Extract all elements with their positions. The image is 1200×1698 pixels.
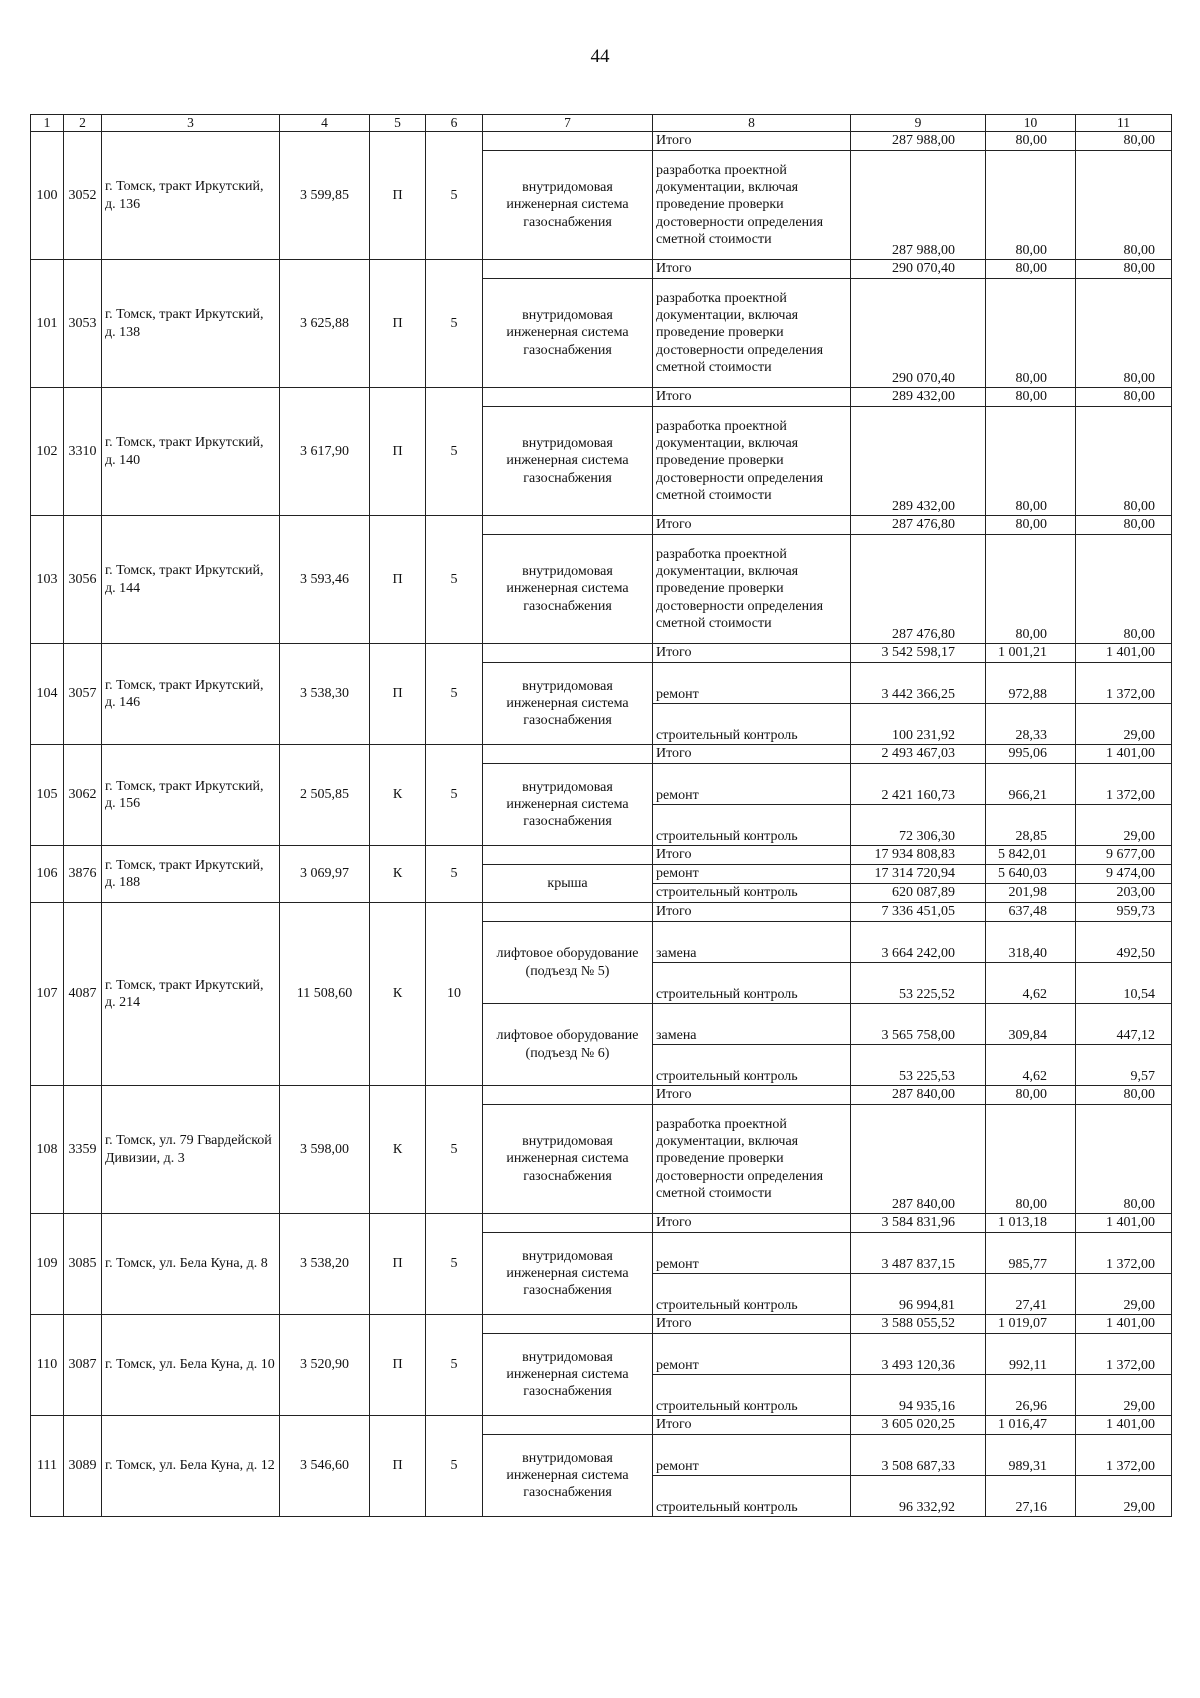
cost-per-sqm: 5 640,03 <box>986 865 1076 884</box>
row-number: 109 <box>31 1214 64 1315</box>
house-address: г. Томск, тракт Иркутский, д. 156 <box>102 745 280 846</box>
empty-system-cell <box>483 745 653 764</box>
house-code: 3062 <box>64 745 102 846</box>
row-number: 105 <box>31 745 64 846</box>
cost-limit-per-sqm: 80,00 <box>1076 1086 1172 1105</box>
empty-system-cell <box>483 1416 653 1435</box>
wall-type: П <box>370 132 426 260</box>
work-type: строительный контроль <box>653 1476 851 1517</box>
work-type: ремонт <box>653 865 851 884</box>
work-type: ремонт <box>653 764 851 805</box>
empty-system-cell <box>483 903 653 922</box>
house-area: 3 520,90 <box>280 1315 370 1416</box>
empty-system-cell <box>483 1214 653 1233</box>
cost-limit-per-sqm: 29,00 <box>1076 805 1172 846</box>
cost-per-sqm: 80,00 <box>986 260 1076 279</box>
house-total-row <box>31 1416 1172 1435</box>
row-number: 103 <box>31 516 64 644</box>
repair-system: крыша <box>483 865 653 903</box>
total-label: Итого <box>653 388 851 407</box>
cost-total: 96 332,92 <box>851 1476 986 1517</box>
house-address: г. Томск, ул. Бела Куна, д. 12 <box>102 1416 280 1517</box>
floors-count: 5 <box>426 260 483 388</box>
cost-total: 17 934 808,83 <box>851 846 986 865</box>
repair-system: внутридомовая инженерная система газоснабжения <box>483 535 653 644</box>
cost-total: 287 988,00 <box>851 151 986 260</box>
work-type: разработка проектной документации, включая проведение проверки достоверности определения сметной стоимости <box>653 535 851 644</box>
cost-limit-per-sqm: 1 372,00 <box>1076 764 1172 805</box>
wall-type: П <box>370 1416 426 1517</box>
work-type: строительный контроль <box>653 1274 851 1315</box>
cost-limit-per-sqm: 447,12 <box>1076 1004 1172 1045</box>
cost-total: 3 487 837,15 <box>851 1233 986 1274</box>
floors-count: 5 <box>426 388 483 516</box>
floors-count: 5 <box>426 1315 483 1416</box>
floors-count: 5 <box>426 1086 483 1214</box>
house-total-row <box>31 644 1172 663</box>
cost-limit-per-sqm: 1 372,00 <box>1076 1334 1172 1375</box>
lift-equipment-system: лифтовое оборудование (подъезд № 5) <box>483 922 653 1004</box>
cost-per-sqm: 309,84 <box>986 1004 1076 1045</box>
repair-system: внутридомовая инженерная система газоснабжения <box>483 1233 653 1315</box>
work-type: разработка проектной документации, включая проведение проверки достоверности определения сметной стоимости <box>653 407 851 516</box>
cost-per-sqm: 80,00 <box>986 1086 1076 1105</box>
work-type: строительный контроль <box>653 963 851 1004</box>
cost-total: 100 231,92 <box>851 704 986 745</box>
cost-total: 2 493 467,03 <box>851 745 986 764</box>
wall-type: П <box>370 1315 426 1416</box>
house-address: г. Томск, тракт Иркутский, д. 144 <box>102 516 280 644</box>
cost-per-sqm: 80,00 <box>986 535 1076 644</box>
floors-count: 5 <box>426 846 483 903</box>
house-total-row <box>31 516 1172 535</box>
col-header: 2 <box>64 115 102 132</box>
cost-total: 3 442 366,25 <box>851 663 986 704</box>
house-address: г. Томск, тракт Иркутский, д. 140 <box>102 388 280 516</box>
cost-total: 3 584 831,96 <box>851 1214 986 1233</box>
cost-per-sqm: 1 001,21 <box>986 644 1076 663</box>
floors-count: 5 <box>426 132 483 260</box>
empty-system-cell <box>483 260 653 279</box>
house-area: 3 538,30 <box>280 644 370 745</box>
row-number: 108 <box>31 1086 64 1214</box>
empty-system-cell <box>483 516 653 535</box>
floors-count: 5 <box>426 516 483 644</box>
cost-total: 289 432,00 <box>851 388 986 407</box>
column-number-header <box>31 115 1172 132</box>
empty-system-cell <box>483 1086 653 1105</box>
house-code: 3085 <box>64 1214 102 1315</box>
wall-type: К <box>370 846 426 903</box>
cost-per-sqm: 985,77 <box>986 1233 1076 1274</box>
cost-limit-per-sqm: 1 372,00 <box>1076 663 1172 704</box>
work-type: строительный контроль <box>653 704 851 745</box>
cost-limit-per-sqm: 9 677,00 <box>1076 846 1172 865</box>
row-number: 111 <box>31 1416 64 1517</box>
house-area: 2 505,85 <box>280 745 370 846</box>
work-type: ремонт <box>653 663 851 704</box>
work-type: ремонт <box>653 1334 851 1375</box>
repair-system: внутридомовая инженерная система газоснабжения <box>483 407 653 516</box>
cost-per-sqm: 28,33 <box>986 704 1076 745</box>
cost-per-sqm: 80,00 <box>986 151 1076 260</box>
cost-limit-per-sqm: 1 372,00 <box>1076 1435 1172 1476</box>
house-area: 3 617,90 <box>280 388 370 516</box>
cost-per-sqm: 80,00 <box>986 279 1076 388</box>
cost-total: 290 070,40 <box>851 260 986 279</box>
cost-per-sqm: 637,48 <box>986 903 1076 922</box>
total-label: Итого <box>653 1416 851 1435</box>
wall-type: К <box>370 745 426 846</box>
cost-limit-per-sqm: 29,00 <box>1076 704 1172 745</box>
cost-per-sqm: 318,40 <box>986 922 1076 963</box>
repair-system: внутридомовая инженерная система газоснабжения <box>483 764 653 846</box>
cost-total: 3 508 687,33 <box>851 1435 986 1476</box>
cost-total: 94 935,16 <box>851 1375 986 1416</box>
cost-per-sqm: 4,62 <box>986 963 1076 1004</box>
row-number: 110 <box>31 1315 64 1416</box>
house-area: 3 546,60 <box>280 1416 370 1517</box>
total-label: Итого <box>653 1315 851 1334</box>
cost-limit-per-sqm: 80,00 <box>1076 407 1172 516</box>
lift-equipment-system: лифтовое оборудование (подъезд № 6) <box>483 1004 653 1086</box>
wall-type: К <box>370 1086 426 1214</box>
cost-per-sqm: 80,00 <box>986 388 1076 407</box>
cost-limit-per-sqm: 29,00 <box>1076 1476 1172 1517</box>
cost-total: 3 664 242,00 <box>851 922 986 963</box>
cost-per-sqm: 4,62 <box>986 1045 1076 1086</box>
cost-limit-per-sqm: 80,00 <box>1076 388 1172 407</box>
repair-system: внутридомовая инженерная система газоснабжения <box>483 151 653 260</box>
house-code: 3359 <box>64 1086 102 1214</box>
page-number: 44 <box>590 46 610 67</box>
cost-total: 290 070,40 <box>851 279 986 388</box>
house-code: 3053 <box>64 260 102 388</box>
total-label: Итого <box>653 903 851 922</box>
cost-limit-per-sqm: 1 372,00 <box>1076 1233 1172 1274</box>
row-number: 101 <box>31 260 64 388</box>
cost-total: 3 588 055,52 <box>851 1315 986 1334</box>
house-total-row <box>31 260 1172 279</box>
col-header: 3 <box>102 115 280 132</box>
cost-per-sqm: 201,98 <box>986 884 1076 903</box>
cost-limit-per-sqm: 80,00 <box>1076 260 1172 279</box>
total-label: Итого <box>653 644 851 663</box>
cost-total: 2 421 160,73 <box>851 764 986 805</box>
house-code: 4087 <box>64 903 102 1086</box>
cost-per-sqm: 1 019,07 <box>986 1315 1076 1334</box>
house-code: 3876 <box>64 846 102 903</box>
repair-system: внутридомовая инженерная система газоснабжения <box>483 1334 653 1416</box>
row-number: 107 <box>31 903 64 1086</box>
work-type: замена <box>653 1004 851 1045</box>
cost-total: 287 476,80 <box>851 516 986 535</box>
work-type: строительный контроль <box>653 1375 851 1416</box>
cost-per-sqm: 989,31 <box>986 1435 1076 1476</box>
total-label: Итого <box>653 516 851 535</box>
house-total-row <box>31 745 1172 764</box>
col-header: 4 <box>280 115 370 132</box>
floors-count: 5 <box>426 745 483 846</box>
cost-total: 287 840,00 <box>851 1105 986 1214</box>
cost-total: 620 087,89 <box>851 884 986 903</box>
house-area: 3 599,85 <box>280 132 370 260</box>
work-type: строительный контроль <box>653 1045 851 1086</box>
cost-per-sqm: 80,00 <box>986 407 1076 516</box>
total-label: Итого <box>653 132 851 151</box>
floors-count: 10 <box>426 903 483 1086</box>
house-total-row <box>31 846 1172 865</box>
house-address: г. Томск, тракт Иркутский, д. 188 <box>102 846 280 903</box>
col-header: 6 <box>426 115 483 132</box>
house-total-row <box>31 388 1172 407</box>
cost-per-sqm: 28,85 <box>986 805 1076 846</box>
cost-limit-per-sqm: 492,50 <box>1076 922 1172 963</box>
cost-per-sqm: 27,41 <box>986 1274 1076 1315</box>
work-type: строительный контроль <box>653 884 851 903</box>
cost-limit-per-sqm: 9,57 <box>1076 1045 1172 1086</box>
cost-limit-per-sqm: 9 474,00 <box>1076 865 1172 884</box>
col-header: 8 <box>653 115 851 132</box>
cost-total: 287 476,80 <box>851 535 986 644</box>
cost-total: 72 306,30 <box>851 805 986 846</box>
cost-limit-per-sqm: 1 401,00 <box>1076 1315 1172 1334</box>
wall-type: П <box>370 644 426 745</box>
cost-total: 7 336 451,05 <box>851 903 986 922</box>
house-area: 3 593,46 <box>280 516 370 644</box>
house-address: г. Томск, тракт Иркутский, д. 214 <box>102 903 280 1086</box>
cost-total: 53 225,53 <box>851 1045 986 1086</box>
row-number: 100 <box>31 132 64 260</box>
wall-type: П <box>370 260 426 388</box>
cost-per-sqm: 80,00 <box>986 132 1076 151</box>
wall-type: П <box>370 388 426 516</box>
row-number: 106 <box>31 846 64 903</box>
house-area: 11 508,60 <box>280 903 370 1086</box>
cost-limit-per-sqm: 1 401,00 <box>1076 745 1172 764</box>
empty-system-cell <box>483 644 653 663</box>
col-header: 1 <box>31 115 64 132</box>
col-header: 9 <box>851 115 986 132</box>
floors-count: 5 <box>426 1214 483 1315</box>
cost-total: 3 565 758,00 <box>851 1004 986 1045</box>
house-code: 3057 <box>64 644 102 745</box>
house-code: 3056 <box>64 516 102 644</box>
col-header: 7 <box>483 115 653 132</box>
house-address: г. Томск, тракт Иркутский, д. 146 <box>102 644 280 745</box>
cost-limit-per-sqm: 80,00 <box>1076 535 1172 644</box>
empty-system-cell <box>483 132 653 151</box>
cost-per-sqm: 5 842,01 <box>986 846 1076 865</box>
cost-limit-per-sqm: 80,00 <box>1076 516 1172 535</box>
cost-per-sqm: 1 013,18 <box>986 1214 1076 1233</box>
house-address: г. Томск, тракт Иркутский, д. 138 <box>102 260 280 388</box>
cost-limit-per-sqm: 80,00 <box>1076 1105 1172 1214</box>
cost-limit-per-sqm: 10,54 <box>1076 963 1172 1004</box>
cost-total: 53 225,52 <box>851 963 986 1004</box>
total-label: Итого <box>653 1214 851 1233</box>
row-number: 104 <box>31 644 64 745</box>
work-type: ремонт <box>653 1233 851 1274</box>
work-type: замена <box>653 922 851 963</box>
house-code: 3089 <box>64 1416 102 1517</box>
work-type: строительный контроль <box>653 805 851 846</box>
work-type: разработка проектной документации, включая проведение проверки достоверности определения сметной стоимости <box>653 279 851 388</box>
total-label: Итого <box>653 260 851 279</box>
house-address: г. Томск, тракт Иркутский, д. 136 <box>102 132 280 260</box>
cost-per-sqm: 992,11 <box>986 1334 1076 1375</box>
cost-limit-per-sqm: 1 401,00 <box>1076 1214 1172 1233</box>
cost-total: 287 988,00 <box>851 132 986 151</box>
house-area: 3 625,88 <box>280 260 370 388</box>
house-area: 3 538,20 <box>280 1214 370 1315</box>
cost-limit-per-sqm: 29,00 <box>1076 1375 1172 1416</box>
repair-system: внутридомовая инженерная система газоснабжения <box>483 279 653 388</box>
cost-per-sqm: 1 016,47 <box>986 1416 1076 1435</box>
cost-total: 96 994,81 <box>851 1274 986 1315</box>
house-code: 3310 <box>64 388 102 516</box>
cost-limit-per-sqm: 1 401,00 <box>1076 644 1172 663</box>
cost-per-sqm: 966,21 <box>986 764 1076 805</box>
empty-system-cell <box>483 388 653 407</box>
house-address: г. Томск, ул. Бела Куна, д. 10 <box>102 1315 280 1416</box>
house-address: г. Томск, ул. 79 Гвардейской Дивизии, д. 3 <box>102 1086 280 1214</box>
cost-per-sqm: 80,00 <box>986 1105 1076 1214</box>
total-label: Итого <box>653 846 851 865</box>
work-type: разработка проектной документации, включая проведение проверки достоверности определения сметной стоимости <box>653 151 851 260</box>
cost-per-sqm: 27,16 <box>986 1476 1076 1517</box>
col-header: 11 <box>1076 115 1172 132</box>
cost-limit-per-sqm: 80,00 <box>1076 151 1172 260</box>
house-total-row <box>31 132 1172 151</box>
wall-type: К <box>370 903 426 1086</box>
cost-limit-per-sqm: 80,00 <box>1076 132 1172 151</box>
work-type: ремонт <box>653 1435 851 1476</box>
cost-limit-per-sqm: 29,00 <box>1076 1274 1172 1315</box>
row-number: 102 <box>31 388 64 516</box>
house-total-row <box>31 1214 1172 1233</box>
cost-total: 3 605 020,25 <box>851 1416 986 1435</box>
floors-count: 5 <box>426 1416 483 1517</box>
house-area: 3 598,00 <box>280 1086 370 1214</box>
total-label: Итого <box>653 745 851 764</box>
cost-per-sqm: 995,06 <box>986 745 1076 764</box>
work-type: разработка проектной документации, включая проведение проверки достоверности определения сметной стоимости <box>653 1105 851 1214</box>
cost-per-sqm: 26,96 <box>986 1375 1076 1416</box>
empty-system-cell <box>483 846 653 865</box>
cost-limit-per-sqm: 1 401,00 <box>1076 1416 1172 1435</box>
house-total-row <box>31 1086 1172 1105</box>
cost-total: 3 542 598,17 <box>851 644 986 663</box>
house-code: 3087 <box>64 1315 102 1416</box>
cost-limit-per-sqm: 203,00 <box>1076 884 1172 903</box>
cost-per-sqm: 972,88 <box>986 663 1076 704</box>
house-code: 3052 <box>64 132 102 260</box>
cost-limit-per-sqm: 959,73 <box>1076 903 1172 922</box>
wall-type: П <box>370 516 426 644</box>
repair-system: внутридомовая инженерная система газоснабжения <box>483 1105 653 1214</box>
cost-total: 3 493 120,36 <box>851 1334 986 1375</box>
house-total-row <box>31 903 1172 922</box>
repair-system: внутридомовая инженерная система газоснабжения <box>483 1435 653 1517</box>
cost-per-sqm: 80,00 <box>986 516 1076 535</box>
empty-system-cell <box>483 1315 653 1334</box>
house-total-row <box>31 1315 1172 1334</box>
cost-limit-per-sqm: 80,00 <box>1076 279 1172 388</box>
col-header: 5 <box>370 115 426 132</box>
capital-repair-table <box>30 114 1172 1517</box>
cost-total: 287 840,00 <box>851 1086 986 1105</box>
house-address: г. Томск, ул. Бела Куна, д. 8 <box>102 1214 280 1315</box>
cost-total: 17 314 720,94 <box>851 865 986 884</box>
cost-total: 289 432,00 <box>851 407 986 516</box>
total-label: Итого <box>653 1086 851 1105</box>
repair-system: внутридомовая инженерная система газоснабжения <box>483 663 653 745</box>
wall-type: П <box>370 1214 426 1315</box>
floors-count: 5 <box>426 644 483 745</box>
col-header: 10 <box>986 115 1076 132</box>
house-area: 3 069,97 <box>280 846 370 903</box>
